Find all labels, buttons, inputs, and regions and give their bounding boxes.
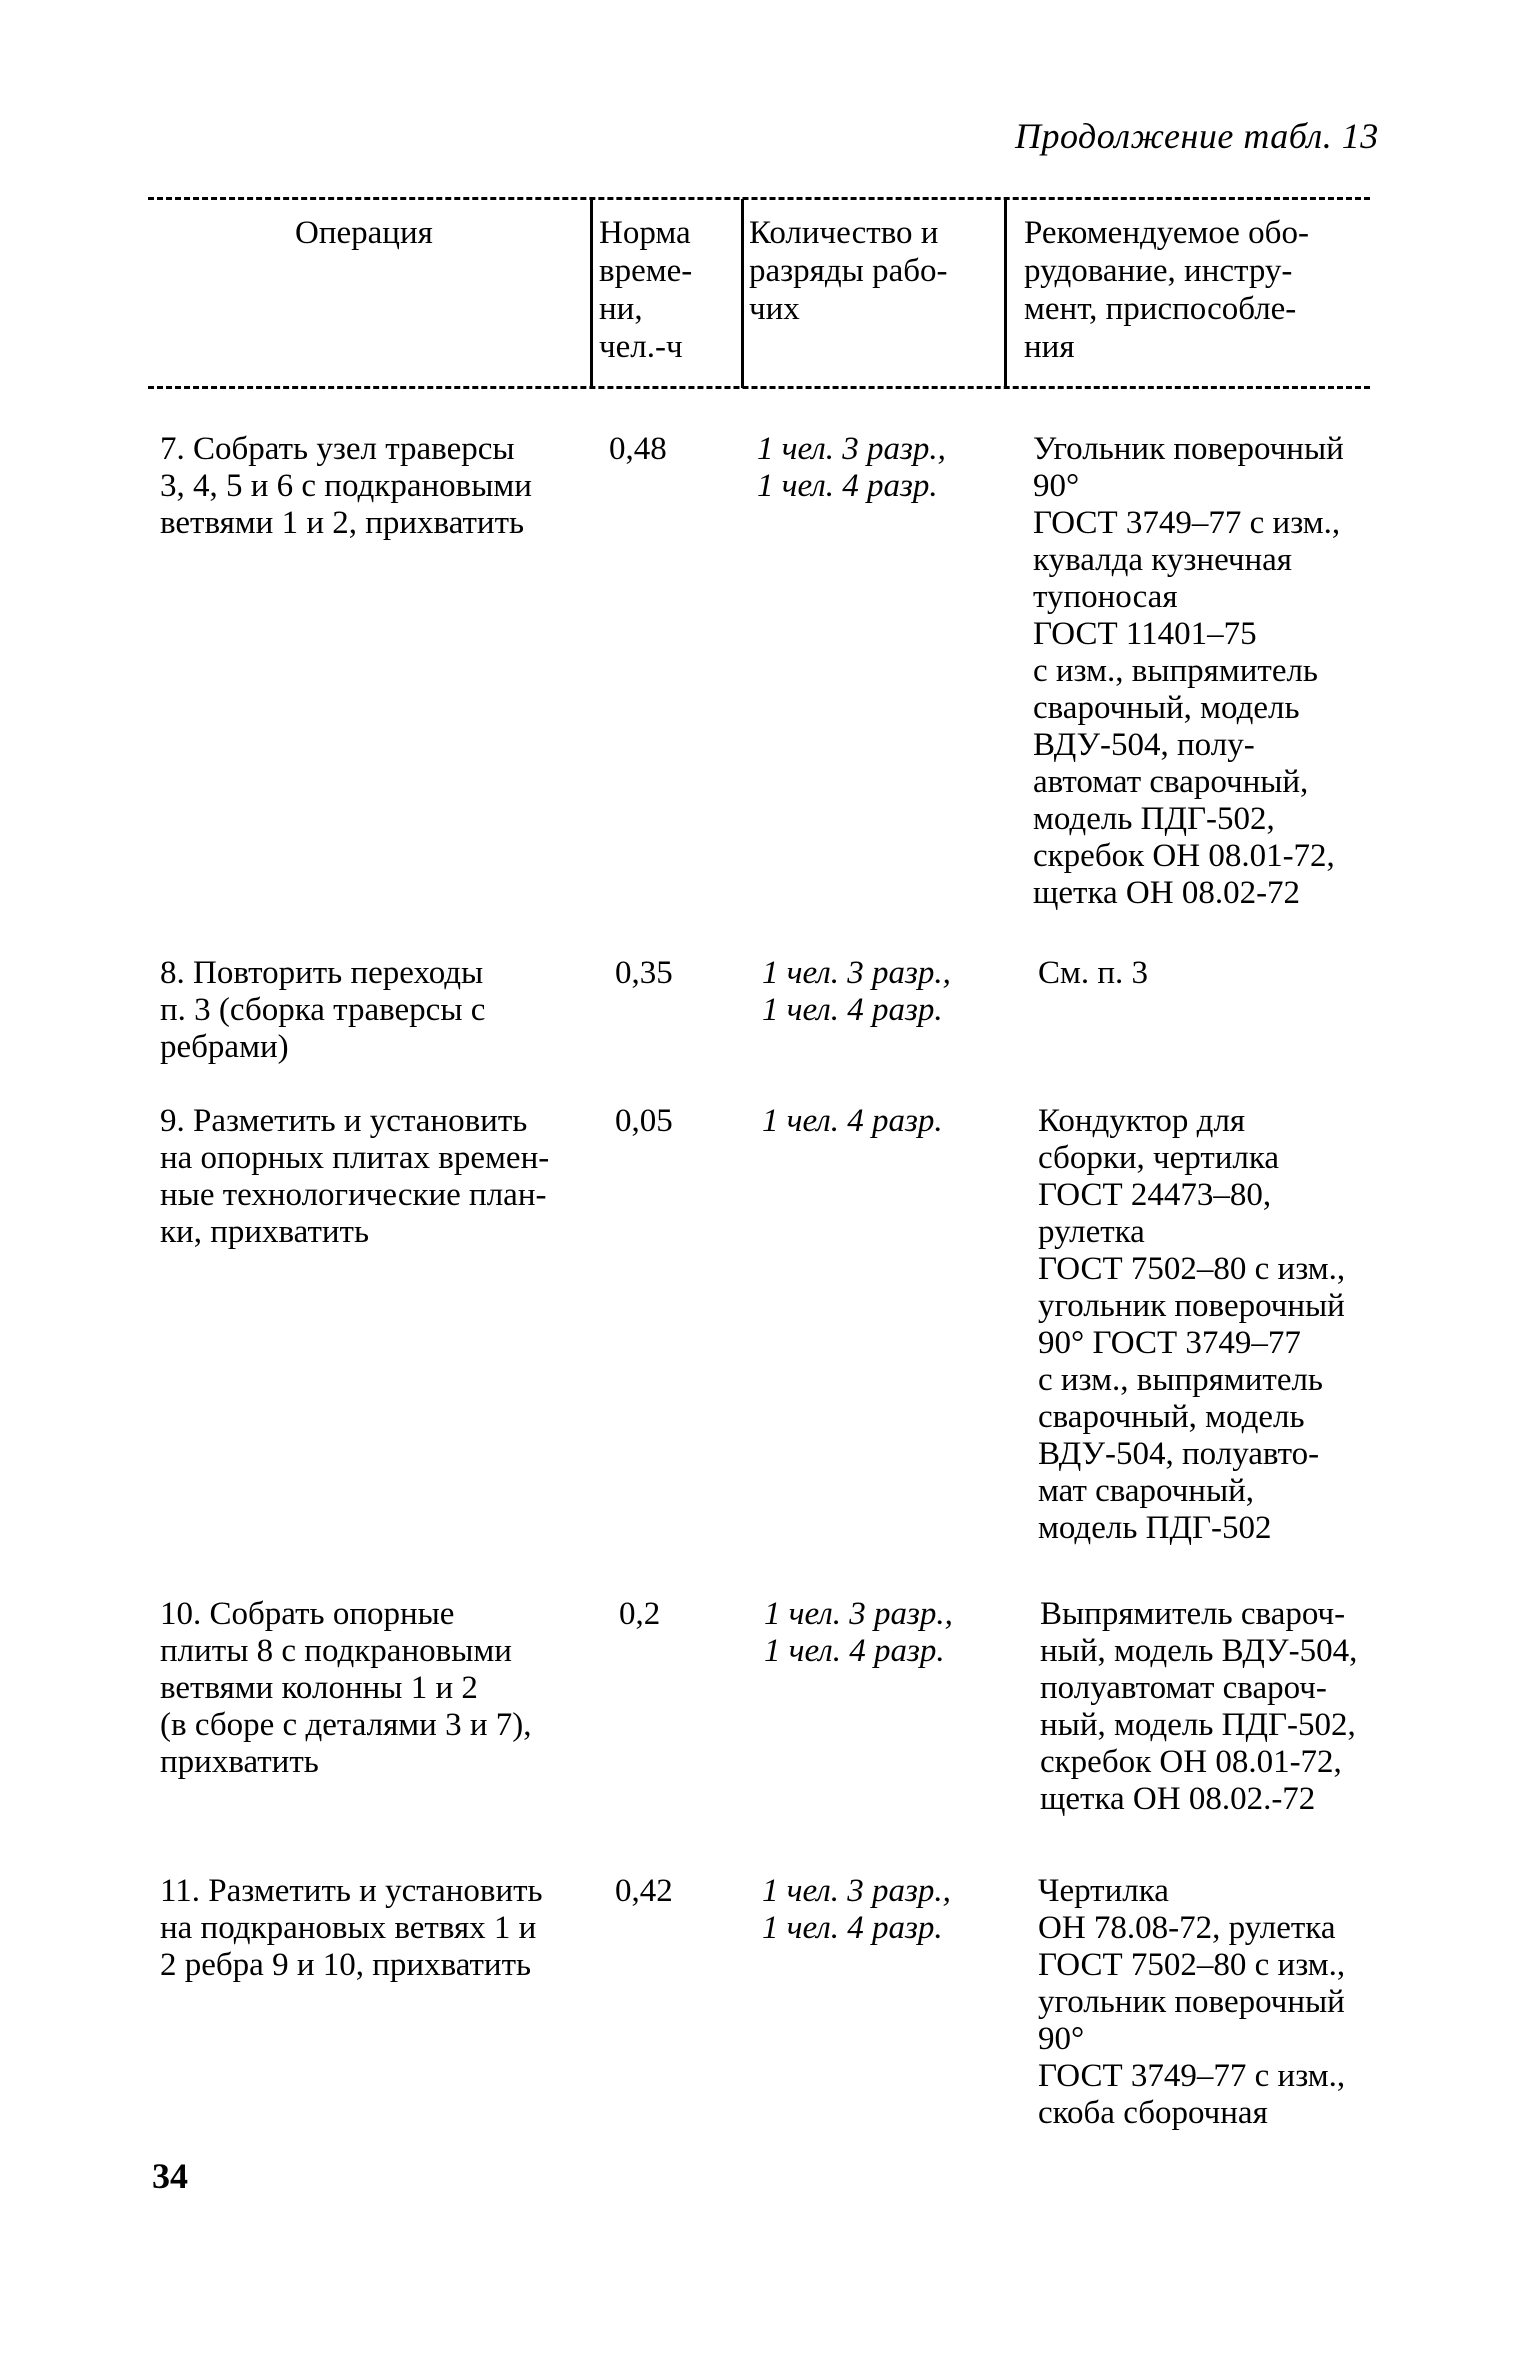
header-operation: Операция [295,215,433,251]
row-9-norm: 0,05 [615,1103,673,1139]
row-9-workers: 1 чел. 4 разр. [762,1103,943,1139]
row-7-workers: 1 чел. 3 разр., 1 чел. 4 разр. [757,431,946,504]
row-8-operation: 8. Повторить переходы п. 3 (сборка траверсы с ребрами) [160,955,486,1065]
header-workers: Количество и разряды рабо- чих [749,215,948,327]
header-norm: Норма време- ни, чел.-ч [599,215,693,365]
row-10-workers: 1 чел. 3 разр., 1 чел. 4 разр. [764,1596,953,1669]
row-11-equipment: Чертилка ОН 78.08-72, рулетка ГОСТ 7502–80 с изм., угольник поверочный 90° ГОСТ 3749–77 с изм., скоба сборочная [1038,1873,1346,2131]
row-7-operation: 7. Собрать узел траверсы 3, 4, 5 и 6 с подкрановыми ветвями 1 и 2, прихватить [160,431,532,541]
row-7-norm: 0,48 [609,431,667,467]
header-divider-2 [741,199,744,388]
header-divider-1 [590,199,593,388]
row-9-operation: 9. Разметить и установить на опорных плитах времен- ные технологические план- ки, прихватить [160,1103,550,1250]
row-9-equipment: Кондуктор для сборки, чертилка ГОСТ 24473–80, рулетка ГОСТ 7502–80 с изм., угольник поверочный 90° ГОСТ 3749–77 с изм., выпрямитель сварочный, модель ВДУ-504, полуавто- мат сварочный, модель ПДГ-502 [1038,1103,1346,1546]
row-11-norm: 0,42 [615,1873,673,1909]
header-bottom-rule [148,386,1370,389]
header-equipment: Рекомендуемое обо- рудование, инстру- мент, приспособле- ния [1024,215,1309,365]
row-7-equipment: Угольник поверочный 90° ГОСТ 3749–77 с изм., кувалда кузнечная тупоносая ГОСТ 11401–75 с изм., выпрямитель сварочный, модель ВДУ-504, полу- автомат сварочный, модель ПДГ-502, скребок ОН 08.01-72, щетка ОН 08.02-72 [1033,431,1344,911]
page-number: 34 [152,2156,188,2196]
row-11-workers: 1 чел. 3 разр., 1 чел. 4 разр. [762,1873,951,1946]
table-caption: Продолжение табл. 13 [1015,116,1379,156]
row-8-workers: 1 чел. 3 разр., 1 чел. 4 разр. [762,955,951,1028]
row-10-operation: 10. Собрать опорные плиты 8 с подкрановыми ветвями колонны 1 и 2 (в сборе с деталями 3 и 7), прихватить [160,1596,532,1780]
header-divider-3 [1004,199,1007,388]
header-top-rule [148,197,1370,200]
row-8-equipment: См. п. 3 [1038,955,1149,991]
row-8-norm: 0,35 [615,955,673,991]
row-10-equipment: Выпрямитель свароч- ный, модель ВДУ-504, полуавтомат свароч- ный, модель ПДГ-502, скребок ОН 08.01-72, щетка ОН 08.02.-72 [1040,1596,1358,1817]
row-11-operation: 11. Разметить и установить на подкрановых ветвях 1 и 2 ребра 9 и 10, прихватить [160,1873,543,1983]
row-10-norm: 0,2 [619,1596,661,1632]
